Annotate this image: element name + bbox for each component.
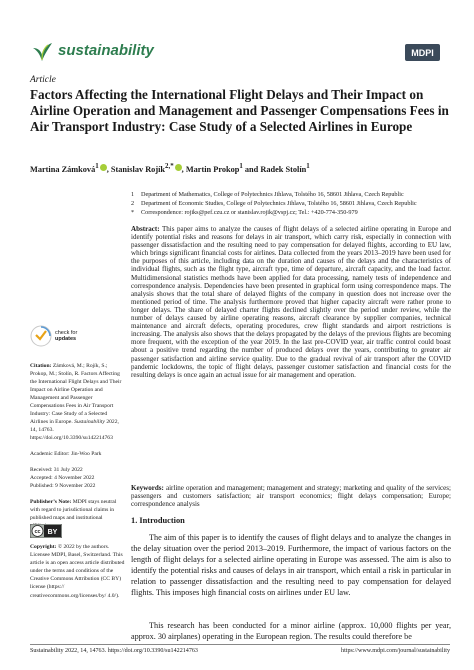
author-separator: and: [242, 164, 261, 174]
keywords-text: airline operation and management; management and strategy; marketing and quality of the services; passengers and customers satisfaction; air transport economics; flight delays compensation; Europe; correspondence analysis: [131, 484, 452, 509]
dates: [30, 466, 125, 490]
correspondence-text: Correspondence: rojiks@pef.czu.cz or stanislav.rojik@vspj.cz; Tel.: +420-774-350-979: [141, 209, 358, 217]
check-for-updates-button[interactable]: [30, 323, 90, 353]
copyright-text: © 2022 by the authors. Licensee MDPI, Basel, Switzerland. This article is an open access article distributed under the terms and conditions of the Creative Commons Attribution (CC BY) license (https:// creativecommons.org/licenses/by/ 4.0/).: [30, 544, 125, 599]
abstract-text: This paper aims to analyze the causes of flight delays of a selected airline operating in Europe and identify potential risks and reasons for delays in air transport, which carry risk, especially in connection with passenger dissatisfaction and the resulting need to pay compensation for delayed flights, according to EU law, which brings significant financial costs for airlines. Data collected from the years 2013–2019 have been used for the purposes of this article, including data on the duration and causes of the delays and the characteristics of individual flights, such as the flight type, aircraft type, time of departure, aircraft capacity, and the load factor. Multidimensional statistics methods have been applied for data processing, namely tests of independence and correspondence analysis. Dependencies have been presented in graphical form using correspondence maps. The analysis shows that the total share of delayed flights of the company in question does not increase over the mentioned period of time. The analysis furthermore proved that higher capacity aircraft were rather prone to longer delays. The share of delayed charter flights declined slightly over the period under review, while the number of delays caused by airline operating reasons, aircraft clearance by supplier companies, technical maintenance and aircraft defects, operating procedures, crew flight standards and airport restrictions is increasing. The analysis also shows that the delays propagated by the delays of the previous flights are becoming more frequent, with the exception of the year 2019. In the last pre-COVID year, air traffic control could boast about a positive trend regarding the number of produced delays over the years, contributing to greater air passenger satisfaction and airline service quality. Due to the gradual revival of air transport after the COVID pandemic lockdowns, the topic of flight delays, passenger customer satisfaction and financial costs for the resulting delays is once again an actual issue for air management and operation.: [131, 225, 451, 379]
orcid-icon[interactable]: [175, 164, 182, 171]
article-title: Factors Affecting the International Flight Delays and Their Impact on Airline Operation and Management and Passenger Compensations Fees in Air Transport Industry: Case Study of a Selected Airlines in Europe: [30, 87, 449, 134]
updates-line1: check for: [55, 330, 78, 336]
footer-journal-link[interactable]: https://www.mdpi.com/journal/sustainability: [341, 648, 450, 654]
affiliations: [131, 190, 451, 218]
author-name: Radek Stolín: [260, 164, 307, 174]
citation-doi-link[interactable]: 2022, 14, 14763. https://doi.org/10.3390/su142214763: [30, 419, 119, 441]
author-name: Stanislav Rojík: [110, 164, 166, 174]
citation-text: Zámková, M.; Rojík, S.; Prokop, M.; Stolín, R. Factors Affecting the International Flight Delays and Their Impact on Airline Operation and Management and Passenger Compensations Fees in Air Transport Industry: Case Study of a Selected Airlines in Europe.: [30, 363, 122, 425]
published-date: Published: 9 November 2022: [30, 483, 96, 489]
affiliation-row: [131, 199, 451, 208]
affiliation-row: [131, 190, 451, 199]
footer-citation[interactable]: Sustainability 2022, 14, 14763. https://doi.org/10.3390/su142214763: [30, 648, 198, 654]
sidebar: [30, 362, 125, 538]
author-name: Martina Zámková: [30, 164, 96, 174]
mdpi-logo-icon[interactable]: [405, 44, 440, 61]
author-separator: ,: [181, 164, 186, 174]
footer-divider: [30, 644, 450, 645]
citation-label: Citation:: [30, 363, 52, 369]
academic-editor: [30, 450, 125, 458]
author-sup: 1: [306, 163, 310, 170]
orcid-icon[interactable]: [100, 164, 107, 171]
affiliation-text: Department of Economic Studies, College of Polytechnics Jihlava, Tolstého 16, 58601 Jihlava, Czech Republic: [141, 200, 417, 208]
sustainability-logo-icon: [30, 39, 54, 63]
author-sup: 1: [239, 163, 243, 170]
updates-line2: updates: [55, 336, 77, 342]
article-type: Article: [30, 75, 56, 85]
author-name: Martin Prokop: [185, 164, 240, 174]
citation: [30, 362, 125, 442]
publisher-note-label: Publisher’s Note:: [30, 499, 72, 505]
author-sup: 1: [95, 163, 99, 170]
affiliation-row: [131, 208, 451, 217]
academic-editor-label: Academic Editor:: [30, 451, 70, 457]
received-date: Received: 31 July 2022: [30, 467, 83, 473]
author-sup: 2,*: [165, 163, 174, 170]
footer: [30, 648, 450, 654]
accepted-date: Accepted: 4 November 2022: [30, 475, 95, 481]
copyright: [30, 543, 125, 600]
affiliation-text: Department of Mathematics, College of Polytechnics Jihlava, Tolstého 16, 58601 Jihlava, Czech Republic: [141, 191, 404, 198]
section-heading-introduction: 1. Introduction: [131, 516, 185, 525]
abstract: [131, 225, 451, 379]
check-for-updates-icon: [30, 325, 52, 347]
affiliation-mark: *: [131, 209, 135, 217]
academic-editor-name: Jin-Woo Park: [71, 451, 102, 457]
citation-journal: Sustainability: [74, 419, 105, 425]
abstract-label: Abstract:: [131, 225, 160, 233]
author-list: [30, 163, 450, 174]
affiliation-mark: 1: [131, 191, 135, 198]
affiliation-mark: 2: [131, 200, 135, 208]
cc-badge-text: cc: [34, 529, 41, 536]
keywords-label: Keywords:: [131, 484, 164, 492]
journal-name[interactable]: sustainability: [58, 42, 154, 59]
mdpi-logo-text: MDPI: [411, 48, 434, 58]
intro-paragraph: This research has been conducted for a minor airline (approx. 10,000 flights per year, approx. 30 airplanes) operating in the European region. The results could therefore be: [131, 621, 451, 641]
keywords: [131, 484, 451, 508]
intro-paragraph: The aim of this paper is to identify the causes of flight delays and to analyze the changes in the delay situation over the period 2013–2019. Furthermore, the impact of various factors on the length of flight delays for a selected airline operating in Europe was assessed. The aim is also to identify the potential risks and causes of delays in air transport, which entail a risk in particular in relation to passenger dissatisfaction and the resulting need to pay compensation for delayed flights. This imposes high financial costs on airlines under EU law.: [131, 533, 451, 597]
publisher-note-text: MDPI stays neutral with regard to jurisdictional claims in published maps and institutional: [30, 499, 117, 521]
cc-by-license-icon[interactable]: [30, 524, 62, 538]
by-badge-text: BY: [47, 529, 58, 536]
copyright-label: Copyright:: [30, 544, 57, 550]
author-separator: ,: [106, 164, 111, 174]
